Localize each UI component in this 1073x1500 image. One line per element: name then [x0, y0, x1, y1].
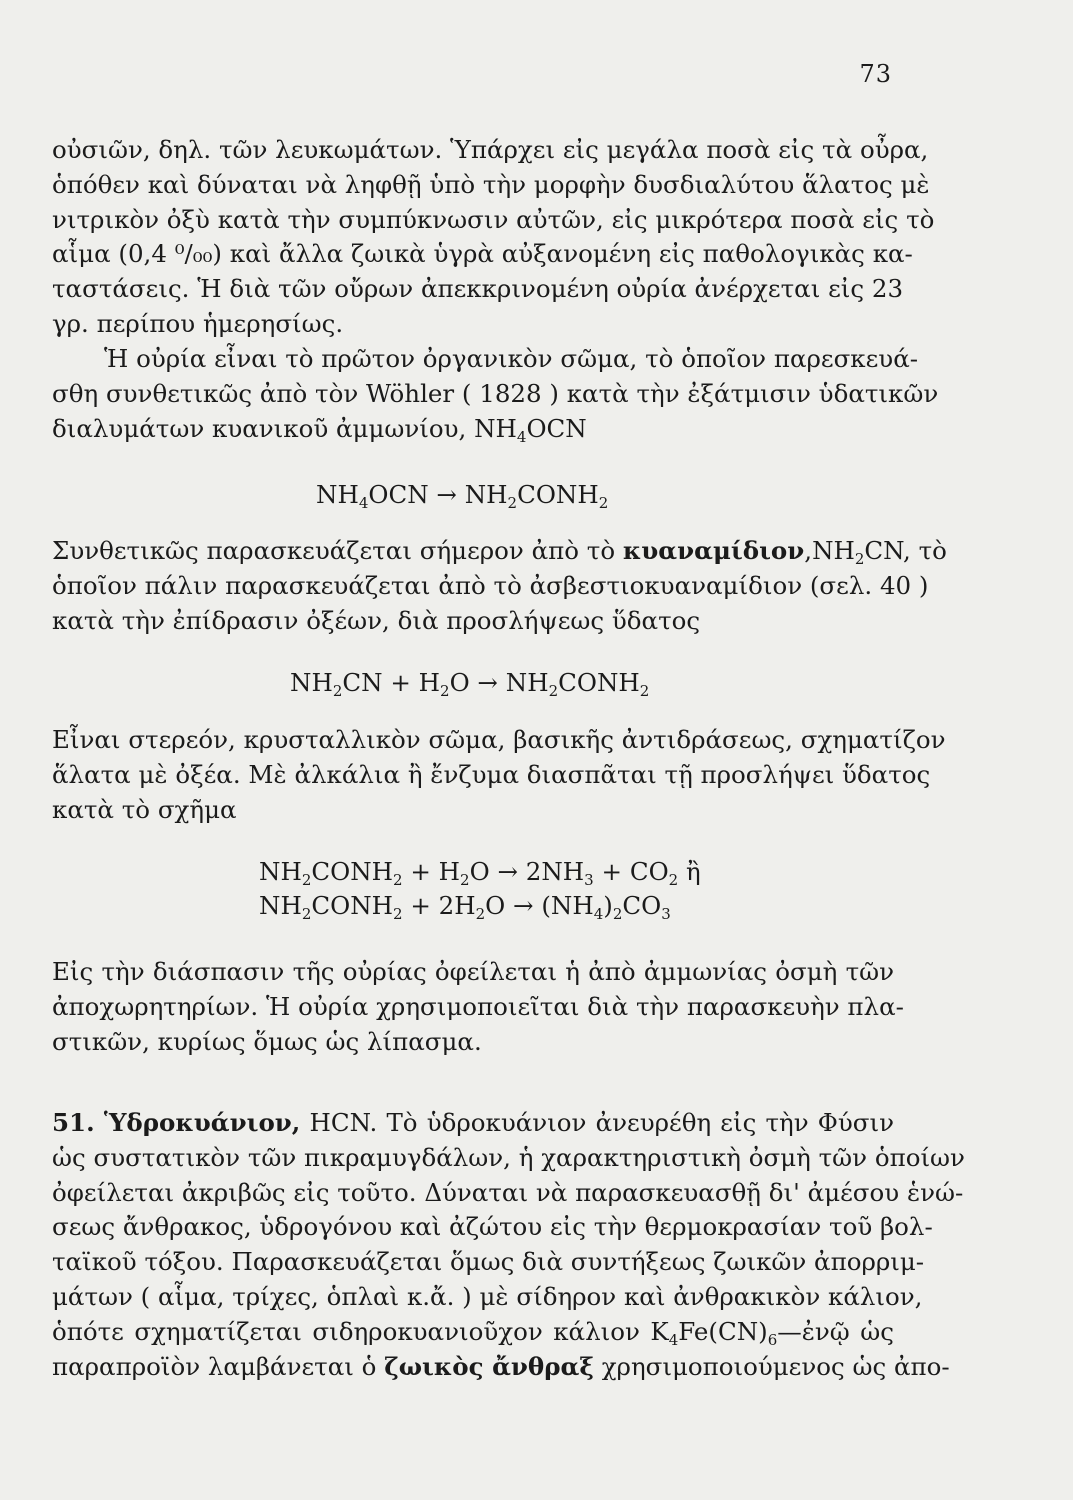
paragraph-wohler-synthesis [52, 342, 939, 446]
text-line: σθη συνθετικῶς ἀπὸ τὸν Wöhler ( 1828 ) κατὰ τὴν ἐξάτμισιν ὑδατικῶν [52, 378, 939, 408]
text-line: Εἶναι στερεόν, κρυσταλλικὸν σῶμα, βασικῆς ἀντιδράσεως, σχηματίζον [52, 725, 946, 754]
text-line: οὐσιῶν, δηλ. τῶν λευκωμάτων. Ὑπάρχει εἰς μεγάλα ποσὰ εἰς τὰ οὖρα, [52, 135, 929, 164]
section-number: 51. [52, 1108, 95, 1137]
text-line: αἷμα (0,4 ⁰/₀₀) καὶ ἄλλα ζωικὰ ὑγρὰ αὐξανομένη εἰς παθολογικὰς κα- [52, 239, 913, 269]
text-line: στικῶν, κυρίως ὅμως ὡς λίπασμα. [52, 1026, 482, 1056]
text-line: Συνθετικῶς παρασκευάζεται σήμερον ἀπὸ τὸ $\kappa\upsilon\alpha\nu\alpha\mu ί\delta\iota o\nu,NH_2CN$, τὸ [52, 536, 947, 568]
text-line: Εἰς τὴν διάσπασιν τῆς οὐρίας ὀφείλεται ἡ ἀπὸ ἀμμωνίας ὀσμὴ τῶν [52, 957, 894, 986]
section-heading-line: 51. Ὑδροκυάνιον, HCN. Τὸ ὑδροκυάνιον ἀνευρέθη εἰς τὴν Φύσιν [52, 1108, 895, 1137]
text-line: κατὰ τὸ σχῆμα [52, 794, 237, 824]
paragraph-urea-uses [52, 955, 904, 1059]
text-line: ὁπότε σχηματίζεται σιδηροκυανιοῦχον κάλιον $K_4Fe(CN)_6—ἐ\nu ῷ$ ὡς [52, 1316, 894, 1349]
text-line: σεως ἄνθρακος, ὑδρογόνου καὶ ἀζώτου εἰς τὴν θερμοκρασίαν τοῦ βολ- [52, 1212, 933, 1242]
text-line: ταϊκοῦ τόξου. Παρασκευάζεται ὅμως διὰ συντήξεως ζωικῶν ἀπορριμ- [52, 1247, 925, 1277]
bold-term-animal-charcoal: ζωικὸς ἄνθραξ [384, 1351, 594, 1381]
page-number: 73 [859, 60, 892, 88]
section-title: Ὑδροκυάνιον, [103, 1108, 301, 1137]
text-line: ἅλατα μὲ ὀξέα. Μὲ ἀλκάλια ἢ ἔνζυμα διασπᾶται τῇ προσλήψει ὕδατος [52, 759, 931, 789]
paragraph-urea-occurrence [52, 133, 935, 342]
text-line: νιτρικὸν ὀξὺ κατὰ τὴν συμπύκνωσιν αὐτῶν, εἰς μικρότερα ποσὰ εἰς τὸ [52, 204, 935, 234]
paragraph-urea-properties [52, 723, 946, 827]
text-line: γρ. περίπου ἡμερησίως. [52, 308, 344, 338]
text-line: Ἡ οὐρία εἶναι τὸ πρῶτον ὀργανικὸν σῶμα, τὸ ὁποῖον παρεσκευά- [104, 344, 919, 373]
text-line: κατὰ τὴν ἐπίδρασιν ὀξέων, διὰ προσλήψεως ὕδατος [52, 605, 701, 635]
text-line: ἀποχωρητηρίων. Ἡ οὐρία χρησιμοποιεῖται διὰ τὴν παρασκευὴν πλα- [52, 991, 904, 1021]
text-line: παραπροϊὸν λαμβάνεται ὁ ζωικὸς ἄνθραξ χρησιμοποιούμενος ὡς ἀπο- [52, 1351, 950, 1381]
text-line: ὁποῖον πάλιν παρασκευάζεται ἀπὸ τὸ ἀσβεστιοκυαναμίδιον (σελ. 40 ) [52, 570, 929, 600]
text-line: ὡς συστατικὸν τῶν πικραμυγδάλων, ἡ χαρακτηριστικὴ ὀσμὴ τῶν ὁποίων [52, 1142, 965, 1172]
text-line: ὀφείλεται ἀκριβῶς εἰς τοῦτο. Δύναται νὰ παρασκευασθῇ δι' ἀμέσου ἑνώ- [52, 1177, 964, 1207]
bold-term-cyanamide: κυαναμίδιον [622, 536, 805, 565]
paragraph-cyanamide [52, 534, 947, 638]
equation-urea-hydrolysis-2: $NH_2CONH_2 + 2H_2O \to (NH_4)_2CO_3$ [259, 891, 671, 923]
text-line: διαλυμάτων κυανικοῦ ἀμμωνίου, $NH_4OCN$ [52, 413, 587, 446]
text-line: ταστάσεις. Ἡ διὰ τῶν οὔρων ἀπεκκρινομένη οὐρία ἀνέρχεται εἰς 23 [52, 274, 904, 304]
section-51-hydrogen-cyanide [52, 1106, 965, 1384]
text-line: ὁπόθεν καὶ δύναται νὰ ληφθῇ ὑπὸ τὴν μορφὴν δυσδιαλύτου ἅλατος μὲ [52, 169, 930, 199]
equation-urea-hydrolysis-1: $NH_2CONH_2 + H_2O \to 2NH_3 + CO_2$ ἢ [259, 857, 701, 889]
equation-cyanamide-hydration: $NH_2CN + H_2O$ → $NH_2CONH_2$ [290, 668, 650, 700]
equation-ammonium-cyanate: $NH_4OCN$ → $NH_2CONH_2$ [316, 480, 609, 512]
text-line: μάτων ( αἷμα, τρίχες, ὁπλαὶ κ.ἄ. ) μὲ σίδηρον καὶ ἀνθρακικὸν κάλιον, [52, 1281, 923, 1311]
